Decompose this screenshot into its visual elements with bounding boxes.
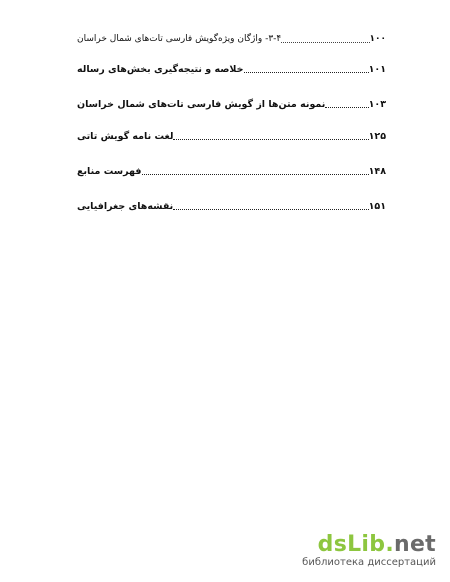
toc-entry-title: خلاصه و نتیجه‌گیری بخش‌های رساله [77, 63, 244, 75]
logo-part-net: net [394, 532, 436, 557]
watermark-subtitle: библиотека диссертаций [302, 557, 436, 568]
dslib-logo [318, 534, 436, 556]
logo-part-ds-lib: dsLib [317, 532, 386, 557]
toc-entry-page: ۱۰۰ [369, 34, 386, 44]
logo-dot: . [385, 532, 394, 557]
toc-entry-page: ۱۰۳ [368, 98, 386, 110]
toc-entry [74, 95, 389, 113]
toc-entry-title: نقشه‌های جغرافیایی [77, 200, 174, 212]
toc-entry-title: لغت نامه گویش تاتی [77, 130, 174, 142]
toc-entry-page: ۱۲۵ [368, 130, 386, 142]
toc-dot-leader [173, 138, 368, 140]
toc-entry [74, 162, 389, 180]
toc-entry-page: ۱۵۱ [368, 200, 386, 212]
toc-entry-top [74, 30, 389, 48]
dslib-watermark [302, 534, 436, 568]
toc-entry [74, 127, 389, 145]
toc-dot-leader [244, 71, 369, 73]
toc-dot-leader [173, 208, 368, 210]
toc-entry-page: ۱۴۸ [368, 165, 386, 177]
toc-dot-leader [325, 106, 368, 108]
toc-dot-leader [142, 173, 369, 175]
toc-dot-leader [281, 41, 369, 43]
toc-entry-title: نمونه متن‌ها از گویش فارسی تات‌های شمال خراسان [77, 98, 326, 110]
toc-entry [74, 197, 389, 215]
toc-entry-page: ۱۰۱ [368, 63, 386, 75]
toc-entry-title: ۳-۴- واژگان ویژه‌گویش فارسی تات‌های شمال خراسان [77, 34, 282, 44]
toc-entry [74, 60, 389, 78]
toc-entry-title: فهرست منابع [77, 165, 142, 177]
